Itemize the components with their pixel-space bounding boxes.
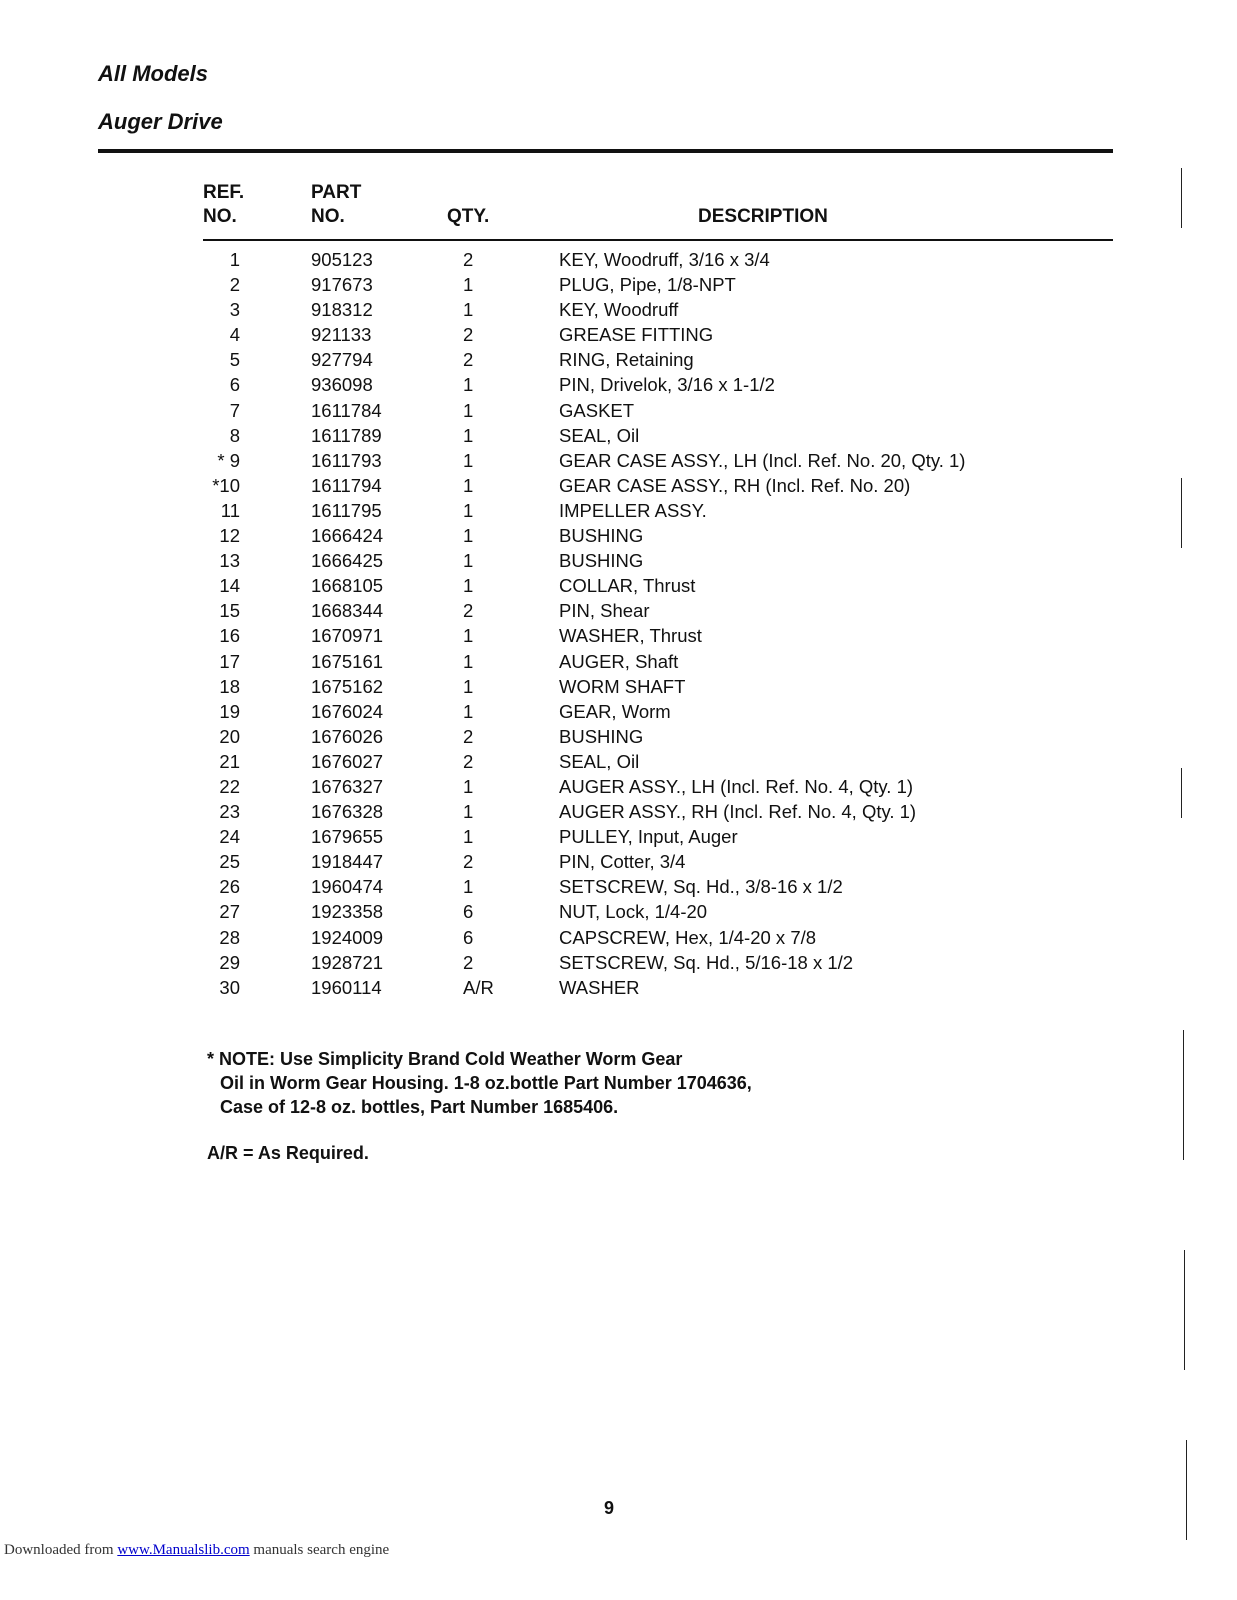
qty-cell: 2 [463, 750, 474, 772]
description-cell: GREASE FITTING [559, 324, 714, 346]
col-header-part [311, 181, 361, 229]
ref-no-cell: 15 [219, 600, 240, 622]
qty-cell: 1 [463, 424, 474, 446]
ref-no-cell: 5 [229, 349, 240, 371]
table-row [0, 699, 1237, 724]
description-cell: BUSHING [559, 725, 644, 747]
table-row [0, 322, 1237, 347]
part-no-cell: 1676328 [311, 801, 384, 823]
part-no-cell: 1676024 [311, 700, 384, 722]
table-row [0, 272, 1237, 297]
qty-cell: 1 [463, 575, 474, 597]
ref-no-cell: 27 [219, 901, 240, 923]
ref-no-cell: 6 [229, 374, 240, 396]
header-divider [203, 239, 1113, 241]
qty-cell: 1 [463, 449, 474, 471]
description-cell: SETSCREW, Sq. Hd., 5/16-18 x 1/2 [559, 951, 854, 973]
table-row [0, 423, 1237, 448]
ref-no-cell: 8 [229, 424, 240, 446]
table-row [0, 649, 1237, 674]
part-no-cell: 1668344 [311, 600, 384, 622]
description-cell: BUSHING [559, 525, 644, 547]
ref-no-cell: 17 [219, 650, 240, 672]
ref-no-cell: 16 [219, 625, 240, 647]
description-cell: GEAR CASE ASSY., RH (Incl. Ref. No. 20) [559, 474, 911, 496]
table-row [0, 247, 1237, 272]
qty-cell: 1 [463, 675, 474, 697]
ref-no-cell: 13 [219, 550, 240, 572]
description-cell: WASHER [559, 976, 640, 998]
part-no-cell: 927794 [311, 349, 373, 371]
description-cell: PIN, Shear [559, 600, 650, 622]
qty-cell: 1 [463, 876, 474, 898]
ref-no-cell: 19 [219, 700, 240, 722]
part-no-cell: 1960114 [311, 976, 382, 998]
table-row [0, 975, 1237, 1000]
qty-cell: 1 [463, 274, 474, 296]
ref-no-cell: 11 [220, 499, 240, 521]
qty-cell: 1 [463, 650, 474, 672]
description-cell: SETSCREW, Sq. Hd., 3/8-16 x 1/2 [559, 876, 843, 898]
description-cell: KEY, Woodruff [559, 299, 679, 321]
qty-cell: 1 [463, 399, 474, 421]
table-row [0, 774, 1237, 799]
part-no-cell: 1611789 [311, 424, 382, 446]
ref-no-cell: 22 [219, 775, 240, 797]
scan-artifact [1181, 478, 1182, 548]
qty-cell: 2 [463, 951, 474, 973]
description-cell: PLUG, Pipe, 1/8-NPT [559, 274, 736, 296]
part-no-cell: 1679655 [311, 826, 384, 848]
col-header-ref-line1: REF. [203, 182, 245, 203]
part-no-cell: 1611784 [311, 399, 382, 421]
qty-cell: 1 [463, 801, 474, 823]
qty-cell: 2 [463, 324, 474, 346]
description-cell: SEAL, Oil [559, 750, 640, 772]
ref-no-cell: 21 [219, 750, 240, 772]
description-cell: BUSHING [559, 550, 644, 572]
description-cell: PIN, Cotter, 3/4 [559, 851, 686, 873]
table-row [0, 674, 1237, 699]
ref-no-cell: 3 [229, 299, 240, 321]
description-cell: GEAR, Worm [559, 700, 671, 722]
table-row [0, 297, 1237, 322]
qty-cell: 1 [463, 775, 474, 797]
part-no-cell: 936098 [311, 374, 373, 396]
ref-no-cell: 12 [219, 525, 240, 547]
part-no-cell: 917673 [311, 274, 373, 296]
ref-no-cell: 24 [219, 826, 240, 848]
table-row [0, 925, 1237, 950]
description-cell: WASHER, Thrust [559, 625, 702, 647]
description-cell: IMPELLER ASSY. [559, 499, 707, 521]
title-divider [98, 149, 1113, 153]
qty-cell: 6 [463, 926, 474, 948]
qty-cell: 1 [463, 625, 474, 647]
part-no-cell: 1675162 [311, 675, 384, 697]
table-row [0, 347, 1237, 372]
description-cell: CAPSCREW, Hex, 1/4-20 x 7/8 [559, 926, 817, 948]
qty-cell: 6 [463, 901, 474, 923]
table-row [0, 950, 1237, 975]
description-cell: RING, Retaining [559, 349, 694, 371]
manualslib-link[interactable]: www.Manualslib.com [117, 1542, 250, 1558]
qty-cell: 1 [463, 374, 474, 396]
as-required-note: A/R = As Required. [207, 1143, 369, 1163]
ref-no-cell: 25 [219, 851, 240, 873]
description-cell: COLLAR, Thrust [559, 575, 696, 597]
qty-cell: A/R [463, 976, 494, 998]
table-row [0, 573, 1237, 598]
col-header-qty: QTY. [447, 206, 490, 227]
part-no-cell: 1670971 [311, 625, 384, 647]
qty-cell: 1 [463, 550, 474, 572]
ref-no-cell: 29 [219, 951, 240, 973]
footer-prefix: Downloaded from [4, 1542, 118, 1558]
part-no-cell: 1611795 [311, 499, 382, 521]
ref-no-cell: 23 [219, 801, 240, 823]
part-no-cell: 918312 [311, 299, 373, 321]
table-row [0, 874, 1237, 899]
table-row [0, 824, 1237, 849]
qty-cell: 1 [463, 826, 474, 848]
scan-artifact [1183, 1030, 1184, 1160]
scan-artifact [1184, 1250, 1185, 1370]
qty-cell: 2 [463, 600, 474, 622]
part-no-cell: 1675161 [311, 650, 384, 672]
col-header-description: DESCRIPTION [698, 206, 828, 227]
qty-cell: 1 [463, 525, 474, 547]
description-cell: WORM SHAFT [559, 675, 686, 697]
ref-no-cell: 20 [219, 725, 240, 747]
note-line-3: Case of 12-8 oz. bottles, Part Number 1685406. [220, 1097, 619, 1117]
ref-no-cell: 26 [219, 876, 240, 898]
part-no-cell: 1676026 [311, 725, 384, 747]
description-cell: SEAL, Oil [559, 424, 640, 446]
table-row [0, 724, 1237, 749]
parts-table [0, 247, 1237, 1000]
ref-no-cell: 1 [229, 249, 240, 270]
table-row [0, 398, 1237, 423]
description-cell: PULLEY, Input, Auger [559, 826, 738, 848]
col-header-part-line1: PART [311, 182, 362, 203]
table-row [0, 899, 1237, 924]
section-title: Auger Drive [98, 109, 223, 134]
table-row [0, 623, 1237, 648]
part-no-cell: 1611793 [311, 449, 382, 471]
ref-no-cell: 18 [219, 675, 240, 697]
part-no-cell: 1918447 [311, 851, 384, 873]
qty-cell: 1 [463, 299, 474, 321]
qty-cell: 1 [463, 474, 474, 496]
table-row [0, 473, 1237, 498]
part-no-cell: 1666424 [311, 525, 384, 547]
table-row [0, 523, 1237, 548]
col-header-ref [203, 181, 244, 229]
part-no-cell: 1923358 [311, 901, 384, 923]
page-title: All Models [98, 61, 209, 86]
part-no-cell: 1676327 [311, 775, 384, 797]
worm-gear-note [207, 1047, 752, 1119]
table-row [0, 749, 1237, 774]
table-row [0, 498, 1237, 523]
ref-no-cell: 30 [219, 976, 240, 998]
qty-cell: 2 [463, 349, 474, 371]
description-cell: AUGER, Shaft [559, 650, 679, 672]
note-line-2: Oil in Worm Gear Housing. 1-8 oz.bottle Part Number 1704636, [220, 1073, 752, 1093]
part-no-cell: 921133 [311, 324, 372, 346]
table-row [0, 598, 1237, 623]
ref-no-cell: 4 [229, 324, 240, 346]
table-row [0, 548, 1237, 573]
col-header-part-line2: NO. [311, 206, 345, 227]
table-row [0, 799, 1237, 824]
scan-artifact [1186, 1440, 1187, 1540]
table-row [0, 372, 1237, 397]
ref-no-cell: 7 [229, 399, 240, 421]
description-cell: AUGER ASSY., LH (Incl. Ref. No. 4, Qty. 1) [559, 775, 914, 797]
table-row [0, 849, 1237, 874]
qty-cell: 1 [463, 499, 474, 521]
part-no-cell: 905123 [311, 249, 373, 270]
part-no-cell: 1924009 [311, 926, 384, 948]
part-no-cell: 1666425 [311, 550, 384, 572]
description-cell: PIN, Drivelok, 3/16 x 1-1/2 [559, 374, 775, 396]
ref-no-cell: 14 [219, 575, 240, 597]
description-cell: KEY, Woodruff, 3/16 x 3/4 [559, 249, 770, 270]
description-cell: AUGER ASSY., RH (Incl. Ref. No. 4, Qty. 1) [559, 801, 917, 823]
note-line-1: * NOTE: Use Simplicity Brand Cold Weather Worm Gear [207, 1049, 683, 1069]
col-header-ref-line2: NO. [203, 206, 237, 227]
description-cell: NUT, Lock, 1/4-20 [559, 901, 708, 923]
footer-suffix: manuals search engine [249, 1542, 390, 1558]
part-no-cell: 1928721 [311, 951, 384, 973]
qty-cell: 1 [463, 700, 474, 722]
table-row [0, 448, 1237, 473]
ref-no-cell: * 9 [217, 449, 240, 471]
scan-artifact [1181, 168, 1182, 228]
description-cell: GEAR CASE ASSY., LH (Incl. Ref. No. 20, Qty. 1) [559, 449, 966, 471]
part-no-cell: 1676027 [311, 750, 384, 772]
ref-no-cell: *10 [212, 474, 240, 496]
scan-artifact [1181, 768, 1182, 818]
part-no-cell: 1668105 [311, 575, 384, 597]
part-no-cell: 1960474 [311, 876, 384, 898]
qty-cell: 2 [463, 725, 474, 747]
part-no-cell: 1611794 [311, 474, 382, 496]
description-cell: GASKET [559, 399, 635, 421]
ref-no-cell: 28 [219, 926, 240, 948]
qty-cell: 2 [463, 851, 474, 873]
ref-no-cell: 2 [229, 274, 240, 296]
page-number: 9 [604, 1498, 615, 1518]
download-footer [4, 1542, 389, 1559]
qty-cell: 2 [463, 249, 474, 270]
